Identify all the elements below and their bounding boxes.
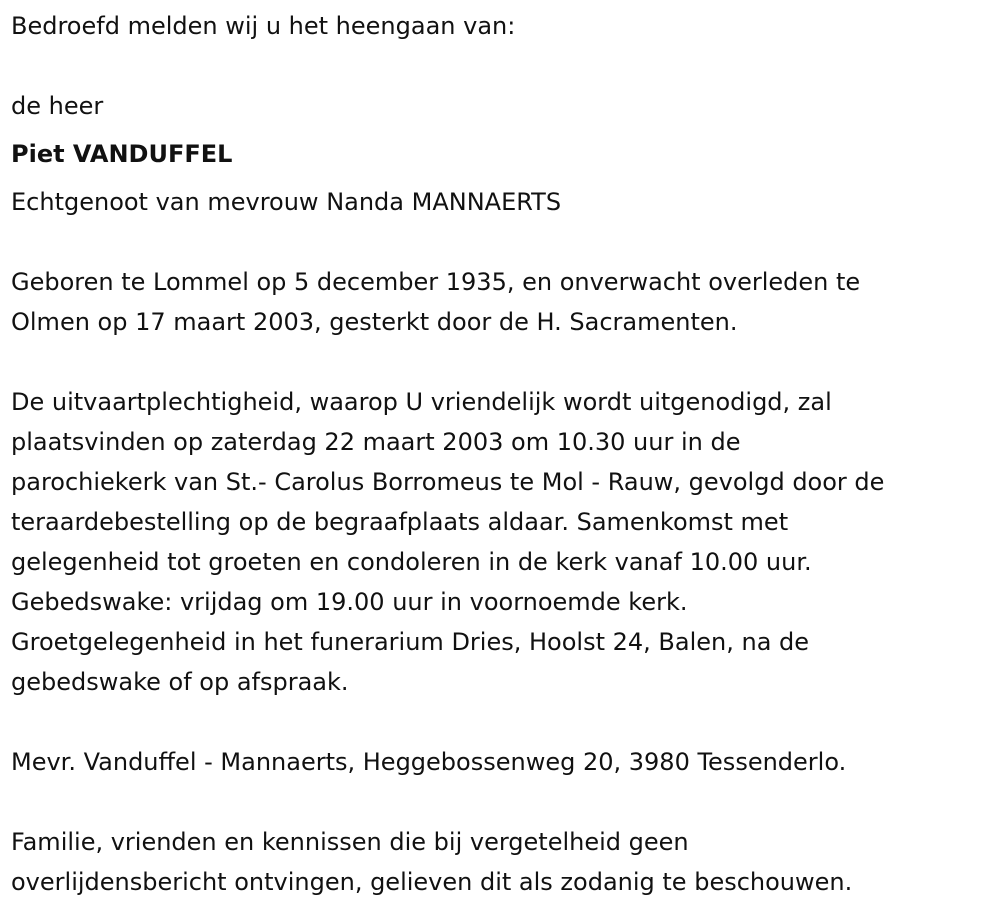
paragraph-line: overlijdensbericht ontvingen, gelieven dit als zodanig te beschouwen. <box>11 868 853 896</box>
closing-paragraph <box>11 822 1000 902</box>
paragraph-line: parochiekerk van St.- Carolus Borromeus te Mol - Rauw, gevolgd door de <box>11 468 885 496</box>
intro-text: Bedroefd melden wij u het heengaan van: <box>11 12 516 40</box>
paragraph-line: Familie, vrienden en kennissen die bij vergetelheid geen <box>11 828 689 856</box>
paragraph-line: gebedswake of op afspraak. <box>11 668 349 696</box>
funeral-paragraph <box>11 382 1000 702</box>
paragraph-line: plaatsvinden op zaterdag 22 maart 2003 om 10.30 uur in de <box>11 428 741 456</box>
paragraph-line: Gebedswake: vrijdag om 19.00 uur in voornoemde kerk. <box>11 588 688 616</box>
family-address: Mevr. Vanduffel - Mannaerts, Heggebossenweg 20, 3980 Tessenderlo. <box>11 748 847 776</box>
title-text: de heer <box>11 92 104 120</box>
paragraph-line: gelegenheid tot groeten en condoleren in de kerk vanaf 10.00 uur. <box>11 548 812 576</box>
paragraph-line: Groetgelegenheid in het funerarium Dries, Hoolst 24, Balen, na de <box>11 628 810 656</box>
paragraph-line: De uitvaartplechtigheid, waarop U vriendelijk wordt uitgenodigd, zal <box>11 388 832 416</box>
spouse-text: Echtgenoot van mevrouw Nanda MANNAERTS <box>11 188 562 216</box>
paragraph-line: teraardebestelling op de begraafplaats aldaar. Samenkomst met <box>11 508 789 536</box>
deceased-name: Piet VANDUFFEL <box>11 140 233 168</box>
paragraph-line: Geboren te Lommel op 5 december 1935, en onverwacht overleden te <box>11 268 861 296</box>
birth-death-paragraph <box>11 262 1000 342</box>
paragraph-line: Olmen op 17 maart 2003, gesterkt door de H. Sacramenten. <box>11 308 738 336</box>
